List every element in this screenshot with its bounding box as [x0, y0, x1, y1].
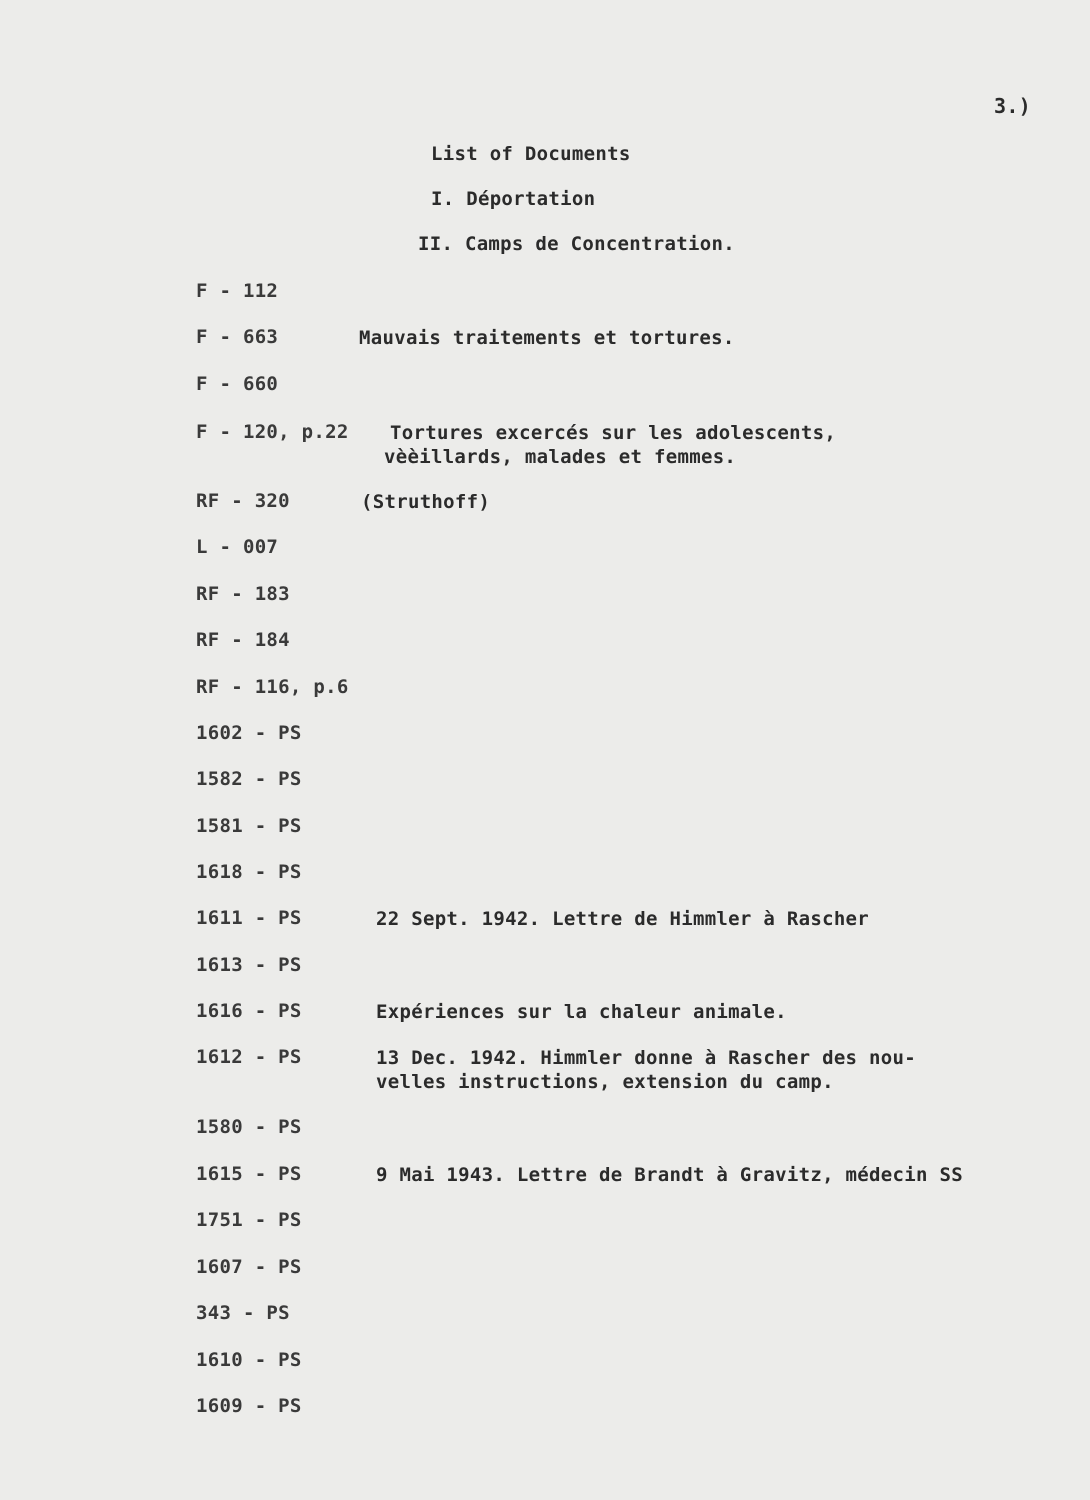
- document-description: [376, 1163, 963, 1187]
- document-reference: 1602 - PS: [196, 722, 302, 744]
- document-description: [384, 421, 837, 469]
- document-reference: 1581 - PS: [196, 815, 302, 837]
- document-reference: F - 660: [196, 373, 279, 395]
- description-line: Expériences sur la chaleur animale.: [376, 1001, 787, 1023]
- document-description: [361, 490, 490, 514]
- document-description: [376, 1046, 916, 1094]
- description-line: 22 Sept. 1942. Lettre de Himmler à Rascher: [376, 908, 870, 930]
- section-heading-deportation: I. Déportation: [431, 188, 596, 210]
- document-reference: 1616 - PS: [196, 1000, 302, 1022]
- description-line: (Struthoff): [361, 491, 491, 513]
- document-description: [359, 326, 735, 350]
- document-reference: RF - 183: [196, 583, 290, 605]
- document-reference: 1618 - PS: [196, 861, 302, 883]
- document-reference: 1607 - PS: [196, 1256, 302, 1278]
- document-reference: 1612 - PS: [196, 1046, 302, 1068]
- document-reference: F - 663: [196, 326, 279, 348]
- description-line: Tortures excercés sur les adolescents,: [390, 422, 837, 444]
- document-reference: 1751 - PS: [196, 1209, 302, 1231]
- description-line: vèèillards, malades et femmes.: [384, 446, 737, 468]
- section-heading-camps: II. Camps de Concentration.: [418, 233, 735, 255]
- description-line: velles instructions, extension du camp.: [376, 1071, 834, 1093]
- document-reference: 1610 - PS: [196, 1349, 302, 1371]
- document-reference: RF - 184: [196, 629, 290, 651]
- document-description: [376, 907, 869, 931]
- document-reference: F - 112: [196, 280, 279, 302]
- document-reference: 1582 - PS: [196, 768, 302, 790]
- document-title: List of Documents: [431, 143, 631, 165]
- document-description: [376, 1000, 787, 1024]
- document-reference: RF - 320: [196, 490, 290, 512]
- page-number: 3.): [994, 94, 1032, 118]
- document-reference: 1611 - PS: [196, 907, 302, 929]
- document-reference: L - 007: [196, 536, 279, 558]
- document-reference: 1580 - PS: [196, 1116, 302, 1138]
- description-line: 9 Mai 1943. Lettre de Brandt à Gravitz, médecin SS: [376, 1164, 963, 1186]
- document-reference: F - 120, p.22: [196, 421, 349, 443]
- description-line: 13 Dec. 1942. Himmler donne à Rascher des nou-: [376, 1047, 916, 1069]
- document-reference: 343 - PS: [196, 1302, 290, 1324]
- document-reference: 1615 - PS: [196, 1163, 302, 1185]
- document-reference: RF - 116, p.6: [196, 676, 349, 698]
- document-reference: 1613 - PS: [196, 954, 302, 976]
- description-line: Mauvais traitements et tortures.: [359, 327, 735, 349]
- document-reference: 1609 - PS: [196, 1395, 302, 1417]
